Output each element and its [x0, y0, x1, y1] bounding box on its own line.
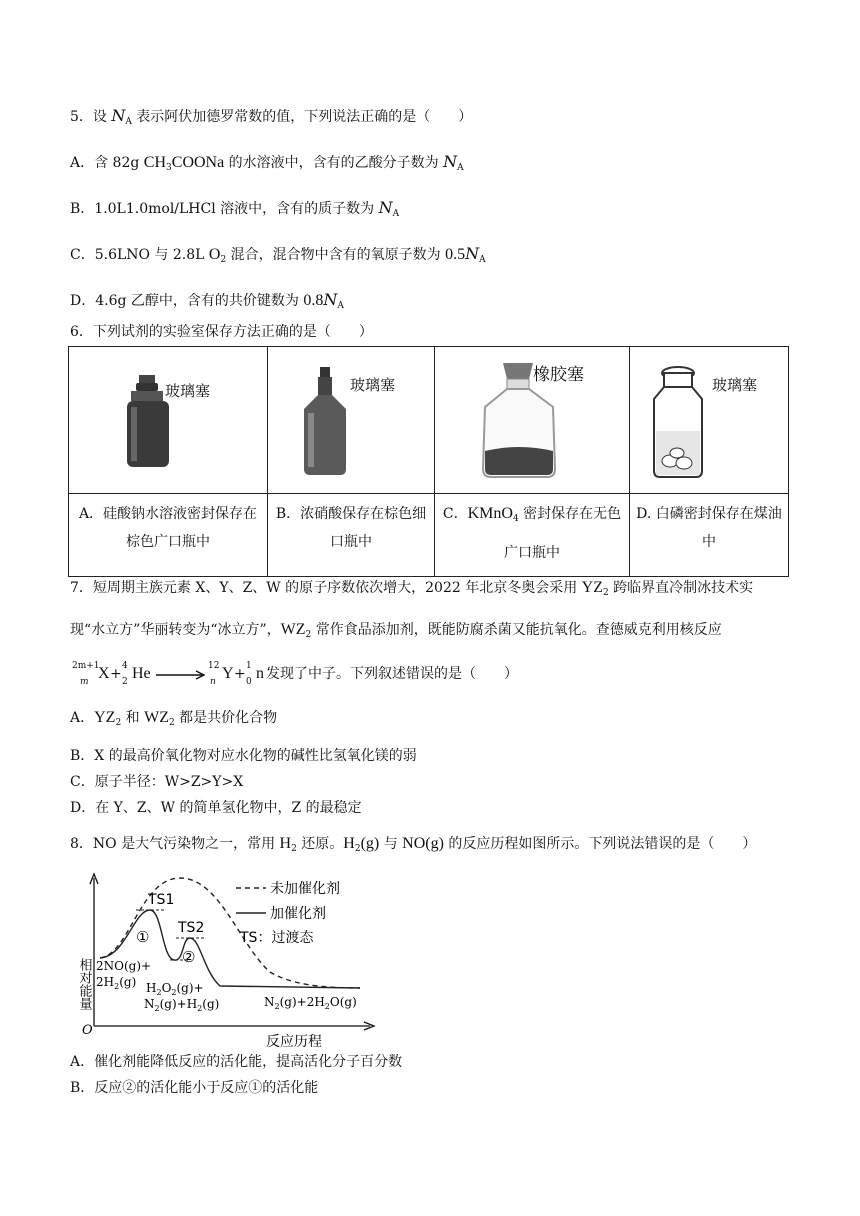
legend-catalyzed: 加催化剂 [270, 906, 326, 922]
bottle-cell-d [630, 347, 789, 494]
q8-option-a: A．催化剂能降低反应的活化能，提高活化分子百分数 [70, 1054, 403, 1070]
bottle-cell-a [69, 347, 268, 494]
q8-stem: 8．NO 是大气污染物之一，常用 $H_2$ 还原。$H_2(g)$ 与 NO(g) 的反应历程如图所示。下列说法错误的是（ ） [70, 835, 757, 854]
q5-option-c: C．5.6LNO 与 2.8L $O_2$ 混合，混合物中含有的氧原子数为 $0.5N_A$ [70, 244, 486, 265]
q5-option-a: A．含 82g $CH_3COONa$ 的水溶液中，含有的乙酸分子数为 $N_A$ [70, 152, 464, 173]
q5-option-d: D．4.6g 乙醇中，含有的共价键数为 $0.8N_A$ [70, 290, 344, 311]
q8-option-b: B．反应②的活化能小于反应①的活化能 [70, 1080, 319, 1096]
q7-nuclear-equation: 2m+1 m X + 4 2 He 12 n Y + 1 0 n 发现了中子。下列叙述错误的是（ ） [72, 661, 518, 687]
q6-stem: 6．下列试剂的实验室保存方法正确的是（ ） [70, 324, 373, 340]
brown-wide-mouth-bottle-icon [69, 347, 267, 483]
legend-ts: TS：过渡态 [240, 930, 314, 946]
legend-uncatalyzed: 未加催化剂 [270, 881, 340, 897]
brown-narrow-mouth-bottle-icon [268, 347, 434, 483]
q7-line-1: 7．短周期主族元素 X、Y、Z、W 的原子序数依次增大，2022 年北京冬奥会采用 $YZ_2$ 跨临界直冷制冰技术实 [70, 579, 754, 598]
step1-label: ① [136, 928, 150, 946]
reaction-arrow-icon [156, 670, 206, 680]
origin-label: O [82, 1023, 93, 1038]
x-axis-label: 反应历程 [266, 1034, 322, 1050]
q6-option-a: A．硅酸钠水溶液密封保存在 棕色广口瓶中 [69, 494, 268, 577]
stopper-label-b: 玻璃塞 [350, 376, 396, 394]
ts1-label: TS1 [148, 892, 175, 908]
q7-option-c: C．原子半径：W>Z>Y>X [70, 774, 244, 790]
reactant-label-1: 2NO(g)+ [96, 959, 152, 973]
bottle-cell-b [268, 347, 435, 494]
energy-profile-diagram [70, 866, 380, 1052]
reactant-label-2: $2H_2(g)$ [96, 975, 137, 991]
q6-option-d: D. 白磷密封保存在煤油 中 [630, 494, 789, 577]
stopper-label-d: 玻璃塞 [712, 376, 758, 394]
q7-option-b: B．X 的最高价氧化物对应水化物的碱性比氢氧化镁的弱 [70, 748, 417, 764]
q7-line-2: 现“水立方”华丽转变为“冰立方”，$WZ_2$ 常作食品添加剂，既能防腐杀菌又能抗氧化。查德威克利用核反应 [70, 621, 722, 640]
q7-option-a: A．$YZ_2$ 和 $WZ_2$ 都是共价化合物 [70, 709, 278, 728]
product-label: $N_2(g)+2H_2O(g)$ [264, 995, 357, 1011]
white-phosphorus-bottle-icon [630, 347, 788, 483]
stopper-label-a: 玻璃塞 [165, 382, 211, 400]
q5-stem: 5．设 $N_A$ 表示阿伏加德罗常数的值，下列说法正确的是（ ） [70, 106, 473, 127]
ts2-label: TS2 [178, 920, 205, 936]
q5-option-b: B．1.0L1.0mol/LHCl 溶液中，含有的质子数为 $N_A$ [70, 198, 400, 219]
intermediate-label-2: $N_2(g)+H_2(g)$ [144, 997, 220, 1013]
bottle-table [68, 346, 789, 577]
q6-option-b: B．浓硝酸保存在棕色细 口瓶中 [268, 494, 435, 577]
y-axis-label: 相对能量 [76, 958, 92, 1010]
stopper-label-c: 橡胶塞 [533, 365, 584, 385]
q6-option-c: C．KMnO$_4$ 密封保存在无色 广口瓶中 [435, 494, 630, 577]
intermediate-label-1: $H_2O_2(g)+$ [146, 981, 204, 997]
bottle-cell-c [435, 347, 630, 494]
clear-wide-mouth-bottle-icon [435, 347, 629, 483]
step2-label: ② [182, 948, 196, 966]
q7-option-d: D．在 Y、Z、W 的简单氢化物中，Z 的最稳定 [70, 800, 362, 816]
